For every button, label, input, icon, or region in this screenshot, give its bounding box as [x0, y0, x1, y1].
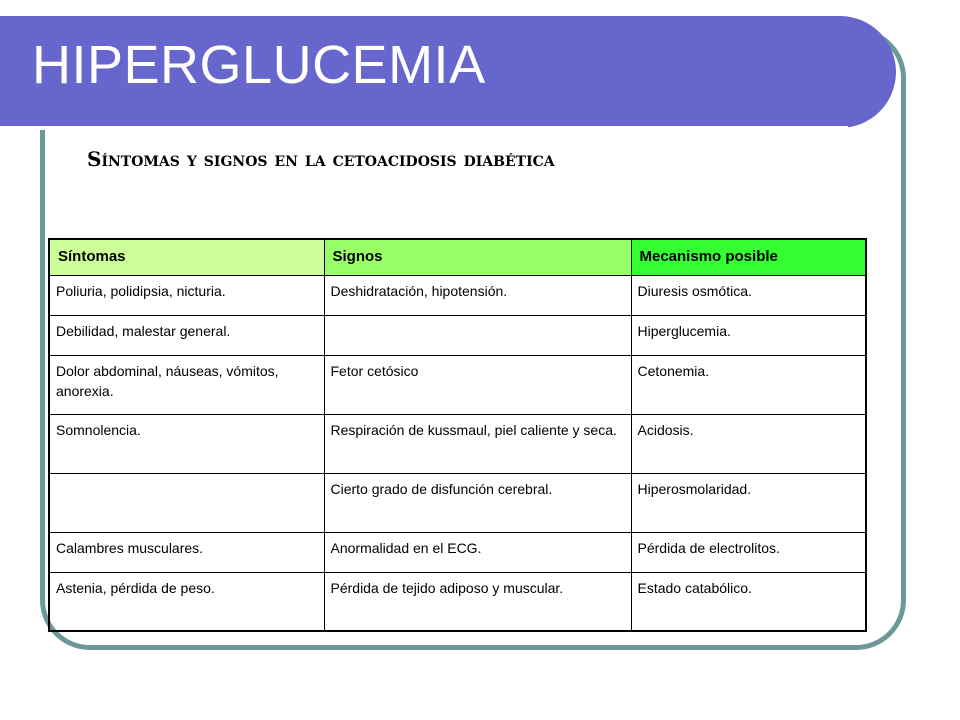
table-row: [49, 315, 866, 355]
cell-sintoma: Calambres musculares.: [49, 532, 324, 572]
table-row: [49, 355, 866, 414]
cell-signo: Cierto grado de disfunción cerebral.: [324, 473, 631, 532]
cell-sintoma: [49, 473, 324, 532]
header-mecanismo: Mecanismo posible: [631, 239, 866, 275]
cell-signo: Pérdida de tejido adiposo y muscular.: [324, 572, 631, 631]
symptoms-table: [48, 238, 867, 632]
header-sintomas: Síntomas: [49, 239, 324, 275]
cell-mecanismo: Cetonemia.: [631, 355, 866, 414]
cell-mecanismo: Acidosis.: [631, 414, 866, 473]
cell-sintoma: Poliuria, polidipsia, nicturia.: [49, 275, 324, 315]
slide-title: HIPERGLUCEMIA: [32, 35, 486, 95]
cell-signo: Respiración de kussmaul, piel caliente y seca.: [324, 414, 631, 473]
cell-signo: Fetor cetósico: [324, 355, 631, 414]
table-row: [49, 414, 866, 473]
cell-sintoma: Astenia, pérdida de peso.: [49, 572, 324, 631]
cell-signo: [324, 315, 631, 355]
cell-mecanismo: Hiperglucemia.: [631, 315, 866, 355]
cell-sintoma: Dolor abdominal, náuseas, vómitos, anorexia.: [49, 355, 324, 414]
cell-sintoma: Somnolencia.: [49, 414, 324, 473]
cell-signo: Anormalidad en el ECG.: [324, 532, 631, 572]
cell-sintoma: Debilidad, malestar general.: [49, 315, 324, 355]
table-header-row: [49, 239, 866, 275]
table-row: [49, 572, 866, 631]
slide-subtitle: Síntomas y signos en la cetoacidosis diabética: [87, 147, 555, 171]
table-row: [49, 275, 866, 315]
title-rule: [0, 126, 848, 130]
cell-mecanismo: Hiperosmolaridad.: [631, 473, 866, 532]
header-signos: Signos: [324, 239, 631, 275]
cell-mecanismo: Pérdida de electrolitos.: [631, 532, 866, 572]
cell-signo: Deshidratación, hipotensión.: [324, 275, 631, 315]
cell-mecanismo: Estado catabólico.: [631, 572, 866, 631]
table-row: [49, 532, 866, 572]
cell-mecanismo: Diuresis osmótica.: [631, 275, 866, 315]
table-row: [49, 473, 866, 532]
